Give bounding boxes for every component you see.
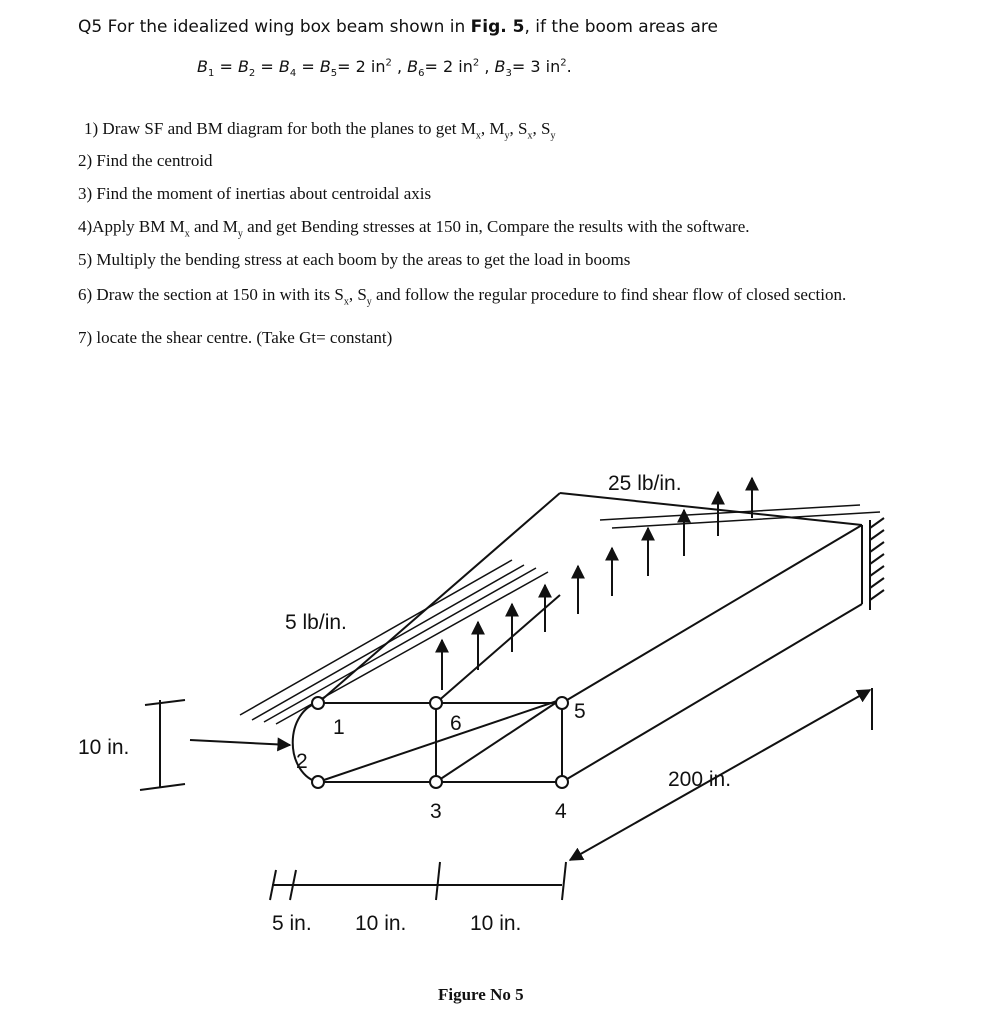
boom-3-node xyxy=(430,776,442,788)
task-3: 3) Find the moment of inertias about centroidal axis xyxy=(78,184,432,203)
beam-top-rear xyxy=(562,525,862,703)
length-label: 200 in. xyxy=(668,768,732,791)
dim-a-label: 5 in. xyxy=(272,912,312,935)
question-text: Q5 For the idealized wing box beam shown in Fig. 5, if the boom areas are xyxy=(78,17,718,37)
dim-c-label: 10 in. xyxy=(470,912,522,935)
boom-5-label: 5 xyxy=(574,700,586,723)
task-6: 6) Draw the section at 150 in with its $S_x$, $S_y$ and follow the regular procedure to find shear flow of closed section. xyxy=(78,285,847,308)
boom-4-node xyxy=(556,776,568,788)
figure-caption: Figure No 5 xyxy=(438,985,524,1004)
right-load-hatch xyxy=(600,505,880,528)
boom-areas: $B_1 = B_2 = B_4 = B_5= 2$ $in^2$ , $B_6= 2$ $in^2$ , $B_3= 3$ $in^2$. xyxy=(197,57,572,80)
left-load-hatch xyxy=(240,560,548,724)
task-5: 5) Multiply the bending stress at each boom by the areas to get the load in booms xyxy=(78,250,631,269)
boom-6-node xyxy=(430,697,442,709)
boom-4-label: 4 xyxy=(555,800,567,823)
beam-bottom-rear xyxy=(562,604,862,782)
boom-2-label: 2 xyxy=(296,750,308,773)
load-left-label: 5 lb/in. xyxy=(285,611,347,634)
height-label: 10 in. xyxy=(78,736,130,759)
task-7: 7) locate the shear centre. (Take Gt= constant) xyxy=(78,328,393,347)
rear-spar-top xyxy=(436,595,560,703)
task-4: 4)Apply BM $M_x$ and $M_y$ and get Bending stresses at 150 in, Compare the results with the software. xyxy=(78,217,750,240)
boom-3-label: 3 xyxy=(430,800,442,823)
figure-reference: Fig. 5 xyxy=(470,17,525,37)
left-load-arrow xyxy=(190,740,290,745)
load-right-label: 25 lb/in. xyxy=(608,472,682,495)
beam-bottom-front xyxy=(318,700,560,782)
boom-6-label: 6 xyxy=(450,712,462,735)
boom-5-node xyxy=(556,697,568,709)
boom-1-label: 1 xyxy=(333,716,345,739)
task-2: 2) Find the centroid xyxy=(78,151,213,170)
task-1: 1) Draw SF and BM diagram for both the planes to get $M_x$, $M_y$, $S_x$, $S_y$ xyxy=(84,119,556,142)
dim-b-label: 10 in. xyxy=(355,912,407,935)
wall-hatch xyxy=(870,518,884,600)
boom-1-node xyxy=(312,697,324,709)
boom-2-node xyxy=(312,776,324,788)
